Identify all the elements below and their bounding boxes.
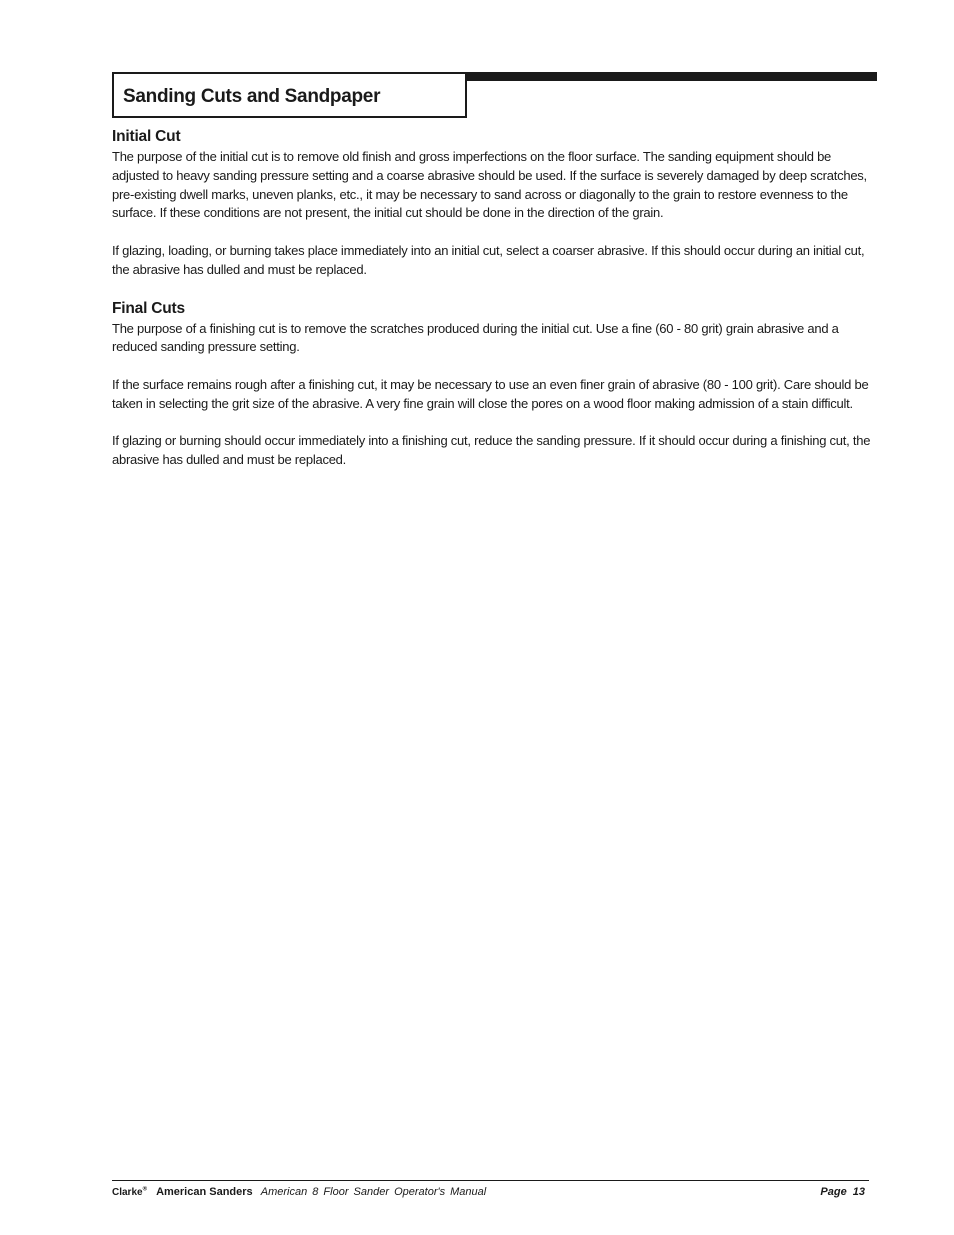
page-footer bbox=[112, 1186, 869, 1204]
section-title-box bbox=[112, 72, 467, 118]
paragraph-final-3: If glazing or burning should occur immediately into a finishing cut, reduce the sanding pressure. If it should occur during a finishing cut, the abrasive has dulled and must be replaced. bbox=[112, 433, 871, 468]
paragraph-initial-1: The purpose of the initial cut is to remove old finish and gross imperfections on the floor surface. The sanding equipment should be adjusted to heavy sanding pressure setting and a coarse abrasive should be used. If the surface is severely damaged by deep scratches, pre-existing dwell marks, uneven planks, etc., it may be necessary to sand across or diagonally to the grain to restore evenness to the surface. If these conditions are not present, the initial cut should be done in the direction of the grain. bbox=[112, 149, 867, 221]
paragraph-final-2: If the surface remains rough after a finishing cut, it may be necessary to use an even finer grain of abrasive (80 - 100 grit). Care should be taken in selecting the grit size of the abrasive. A very fine grain will close the pores on a wood floor making admission of a stain difficult. bbox=[112, 376, 869, 411]
section-final-cuts bbox=[112, 300, 872, 470]
footer-manual-title: American 8 Floor Sander Operator's Manual bbox=[260, 1186, 487, 1198]
heading-initial-cut: Initial Cut bbox=[112, 128, 181, 145]
footer-brand: Clarke bbox=[112, 1187, 143, 1198]
section-initial-cut bbox=[112, 128, 872, 280]
heading-final-cuts: Final Cuts bbox=[112, 299, 185, 317]
paragraph-initial-2: If glazing, loading, or burning takes place immediately into an initial cut, select a coarser abrasive. If this should occur during an initial cut, the abrasive has dulled and must be replaced. bbox=[112, 242, 865, 277]
paragraph-final-1: The purpose of a finishing cut is to remove the scratches produced during the initial cut. Use a fine (60 - 80 grit) grain abrasive and a reduced sanding pressure setting. bbox=[112, 320, 839, 355]
page-number: Page 13 bbox=[820, 1186, 865, 1198]
registered-mark: ® bbox=[142, 1186, 147, 1193]
footer-company: American Sanders bbox=[156, 1186, 253, 1198]
footer-rule bbox=[112, 1180, 869, 1181]
page-title: Sanding Cuts and Sandpaper bbox=[123, 86, 381, 107]
main-content bbox=[112, 128, 872, 470]
